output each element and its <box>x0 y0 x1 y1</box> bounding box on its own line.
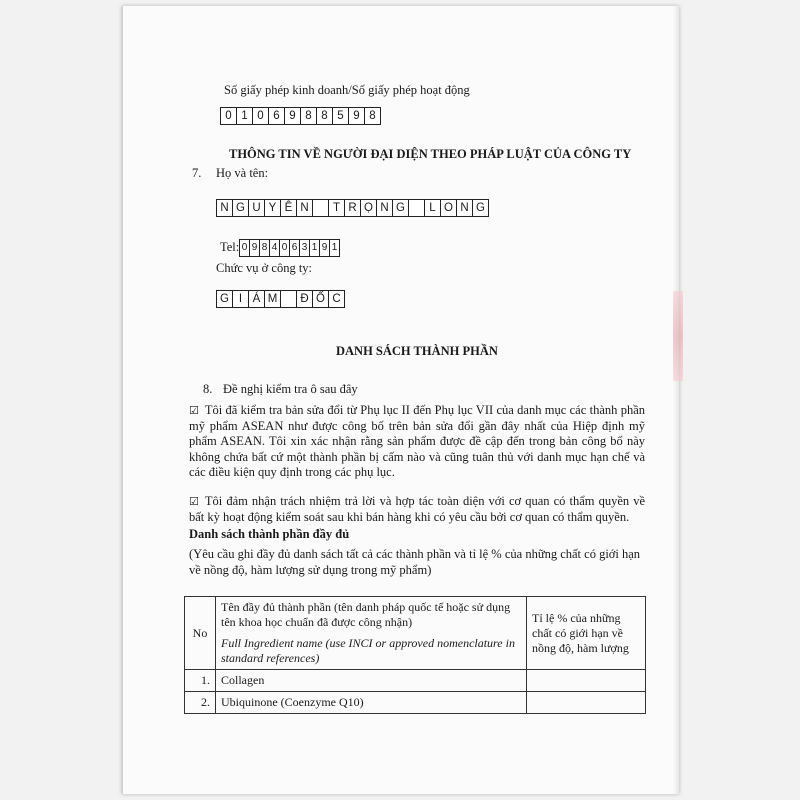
row-name: Collagen <box>216 670 527 692</box>
char-box: U <box>248 199 265 217</box>
char-box: Á <box>248 290 265 308</box>
char-box: 9 <box>348 107 365 125</box>
char-box: R <box>344 199 361 217</box>
row-name: Ubiquinone (Coenzyme Q10) <box>216 692 527 714</box>
full-list-title: Danh sách thành phần đầy đủ <box>189 527 350 541</box>
char-box: 8 <box>316 107 333 125</box>
position-label: Chức vụ ở công ty: <box>216 261 313 275</box>
char-box: N <box>456 199 473 217</box>
char-box: 9 <box>284 107 301 125</box>
row-no: 2. <box>185 692 216 714</box>
char-box: 3 <box>299 239 310 257</box>
char-box <box>408 199 425 217</box>
row-pct <box>527 670 646 692</box>
char-box: Ọ <box>360 199 377 217</box>
char-box: Ê <box>280 199 297 217</box>
license-number-boxes <box>220 107 380 125</box>
tel-label: Tel: <box>220 240 240 254</box>
char-box: 8 <box>300 107 317 125</box>
char-box: G <box>472 199 489 217</box>
page-edge-shadow <box>673 6 679 794</box>
item7-label: Họ và tên: <box>216 166 269 180</box>
char-box: G <box>232 199 249 217</box>
check2-paragraph <box>189 494 645 525</box>
char-box <box>312 199 329 217</box>
char-box: 1 <box>309 239 320 257</box>
char-box: N <box>216 199 233 217</box>
row-pct <box>527 692 646 714</box>
checkbox-checked-icon: ☑ <box>189 404 199 417</box>
char-box: N <box>296 199 313 217</box>
char-box: 8 <box>364 107 381 125</box>
header-name-en: Full Ingredient name (use INCI or approved nomenclature in standard references) <box>221 636 515 665</box>
checkbox-checked-icon: ☑ <box>189 495 199 508</box>
char-box: T <box>328 199 345 217</box>
header-name <box>216 597 527 670</box>
char-box: 5 <box>332 107 349 125</box>
char-box: G <box>392 199 409 217</box>
char-box: 4 <box>269 239 280 257</box>
char-box: 0 <box>252 107 269 125</box>
char-box: 6 <box>289 239 300 257</box>
ingredients-heading: DANH SÁCH THÀNH PHẦN <box>336 344 498 358</box>
char-box: M <box>264 290 281 308</box>
header-pct: Tỉ lệ % của những chất có giới hạn về nồng độ, hàm lượng <box>527 597 646 670</box>
char-box: 0 <box>220 107 237 125</box>
rep-heading: THÔNG TIN VỀ NGƯỜI ĐẠI DIỆN THEO PHÁP LUẬT CỦA CÔNG TY <box>229 147 632 161</box>
char-box: 0 <box>279 239 290 257</box>
char-box: Y <box>264 199 281 217</box>
char-box: 1 <box>329 239 340 257</box>
char-box: Đ <box>296 290 313 308</box>
char-box: I <box>232 290 249 308</box>
char-box: O <box>440 199 457 217</box>
char-box: C <box>328 290 345 308</box>
red-stamp-edge <box>673 291 683 381</box>
item8-label: Đề nghị kiểm tra ô sau đây <box>223 382 358 396</box>
char-box: 0 <box>239 239 250 257</box>
document-page <box>122 6 679 794</box>
header-no: No <box>185 597 216 670</box>
row-no: 1. <box>185 670 216 692</box>
char-box: 1 <box>236 107 253 125</box>
full-list-note: (Yêu cầu ghi đầy đủ danh sách tất cả các thành phần và tỉ lệ % của những chất có giới hạn về nồng độ, hàm lượng sử dụng trong mỹ phẩm) <box>189 547 641 577</box>
check1-paragraph <box>189 403 645 481</box>
header-name-vi: Tên đầy đủ thành phần (tên danh pháp quốc tế hoặc sử dụng tên khoa học chuẩn đã được công nhận) <box>221 600 511 629</box>
char-box: G <box>216 290 233 308</box>
char-box: L <box>424 199 441 217</box>
table-header-row <box>185 597 646 670</box>
char-box <box>280 290 297 308</box>
char-box: 8 <box>259 239 270 257</box>
tel-number-boxes <box>239 239 339 257</box>
char-box: Ố <box>312 290 329 308</box>
char-box: 9 <box>319 239 330 257</box>
license-label: Số giấy phép kinh doanh/Số giấy phép hoạt động <box>224 83 470 97</box>
char-box: 9 <box>249 239 260 257</box>
table-row <box>185 670 646 692</box>
check1-text: Tôi đã kiểm tra bản sửa đổi từ Phụ lục II đến Phụ lục VII của danh mục các thành phần mỹ phẩm ASEAN như được công bố trên bản sửa đổi gần đây nhất của Hiệp định mỹ phẩm ASEAN. Tôi xin xác nhận rằng sản phẩm được đề cập đến trong bản công bố này không chứa bất cứ một thành phần bị cấm nào và cũng tuân thủ với danh mục hạn chế và các điều kiện quy định trong các phụ lục. <box>189 403 645 479</box>
char-box: N <box>376 199 393 217</box>
item7-number: 7. <box>192 166 202 180</box>
ingredients-table <box>184 596 646 714</box>
position-boxes <box>216 290 344 308</box>
table-row <box>185 692 646 714</box>
item8-number: 8. <box>203 382 213 396</box>
char-box: 6 <box>268 107 285 125</box>
full-name-boxes <box>216 199 488 217</box>
check2-text: Tôi đảm nhận trách nhiệm trả lời và hợp tác toàn diện với cơ quan có thẩm quyền về bất kỳ hoạt động kiểm soát sau khi bán hàng khi có yêu cầu bởi cơ quan có thẩm quyền. <box>189 494 645 524</box>
